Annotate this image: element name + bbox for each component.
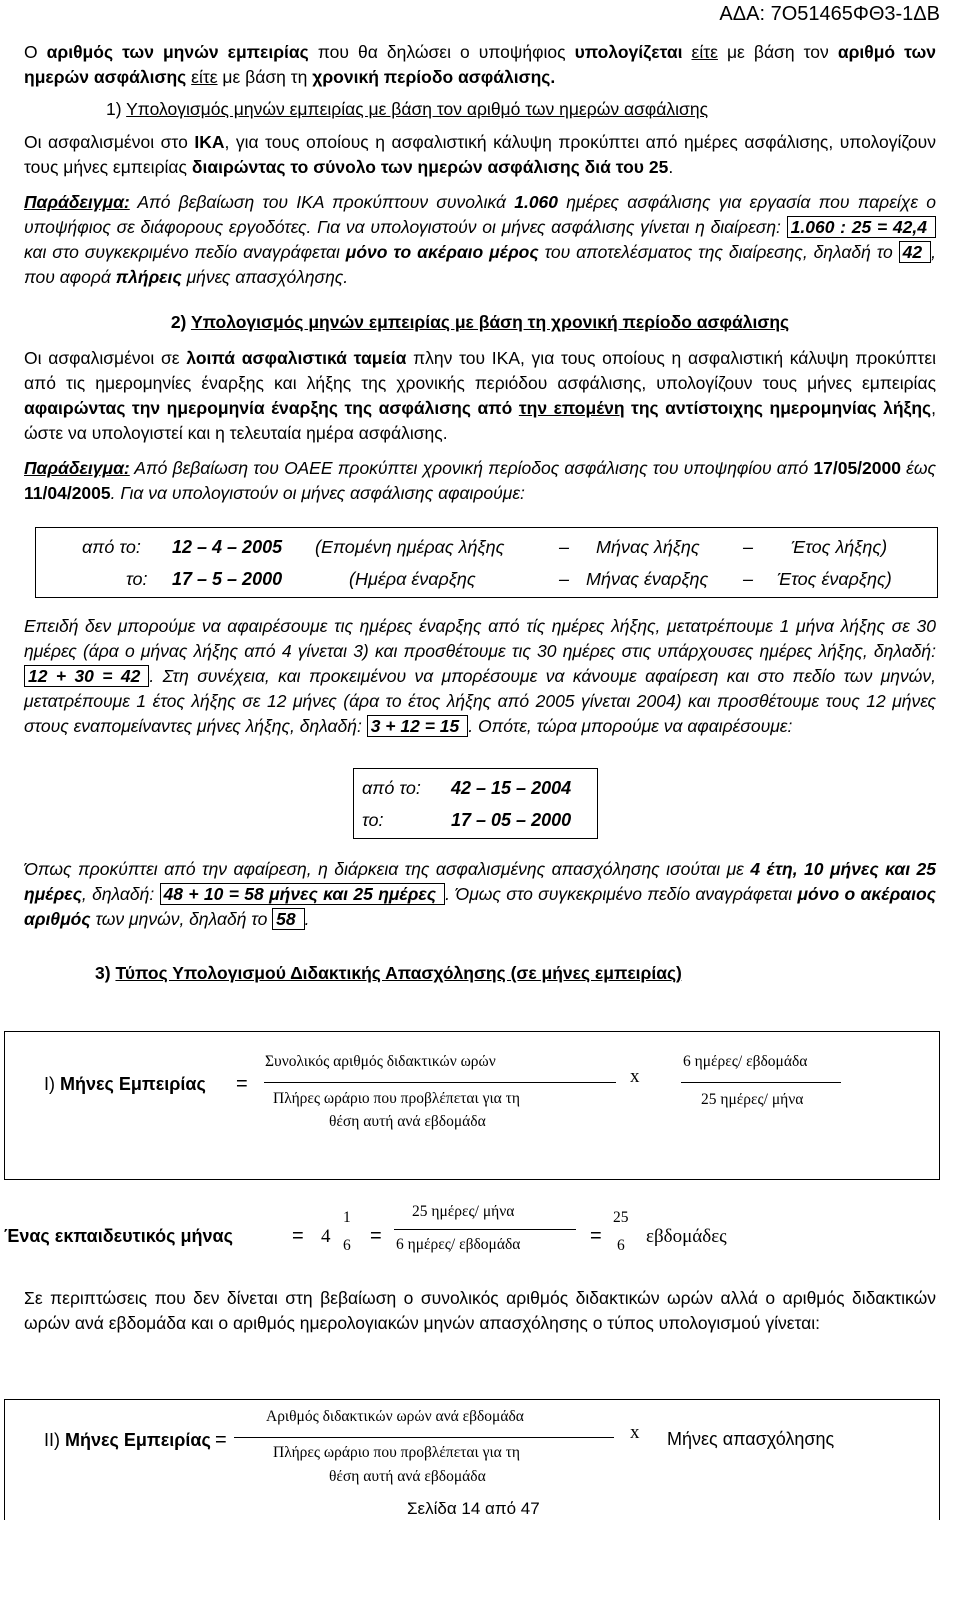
section3-paragraph: Σε περιπτώσεις που δεν δίνεται στη βεβαίωση ο συνολικός αριθμός διδακτικών ωρών αλλά ο αριθμός διδακτικών ωρών ανά εβδομάδα και ο αριθμός ημερολογιακών μηνών απασχόλησης ο τύπος υπολογισμού γίνεται: xyxy=(24,1288,936,1333)
section3-heading: 3) Τύπος Υπολογισμού Διδακτικής Απασχόλησης (σε μήνες εμπειρίας) xyxy=(95,963,682,983)
page-number: Σελίδα 14 από 47 xyxy=(407,1499,540,1518)
formula-2-box: ΙΙ) Μήνες Εμπειρίας = Αριθμός διδακτικών ωρών ανά εβδομάδα Πλήρες ωράριο που προβλέπεται για τη θέση αυτή ανά εβδομάδα x Μήνες απασχόλησης xyxy=(4,1399,940,1520)
subtraction-box-1: από το: 12 – 4 – 2005 (Επομένη ημέρας λήξης – Μήνας λήξης – Έτος λήξης) το: 17 – 5 – 2000 (Ημέρα έναρξης – Μήνας έναρξης – Έτος έναρξης) xyxy=(35,527,938,598)
document-page xyxy=(4,40,937,1520)
multiply-sign: x xyxy=(630,1422,640,1443)
formula-1-label: Ι) Μήνες Εμπειρίας xyxy=(44,1074,206,1094)
fraction-bar xyxy=(264,1082,616,1083)
section1-example: Παράδειγμα: Από βεβαίωση του ΙΚΑ προκύπτουν συνολικά 1.060 ημέρες ασφάλισης για εργασία που παρείχε ο υποψήφιος σε διάφορους εργοδότες. Για να υπολογιστούν οι μήνες ασφάλισης γίνεται η διαίρεση: 1.060 : 25 = 42,4 και στο συγκεκριμένο πεδίο αναγράφεται μόνο το ακέραιο μέρος του αποτελέσματος της διαίρεσης, δηλαδή το 42 , που αφορά πλήρεις μήνες απασχόλησης. xyxy=(24,192,936,287)
multiply-sign: x xyxy=(630,1066,640,1087)
final-months-box: 58 xyxy=(272,908,304,930)
section1-paragraph: Οι ασφαλισμένοι στο ΙΚΑ, για τους οποίους η ασφαλιστική κάλυψη προκύπτει από ημέρες ασφάλισης, υπολογίζουν τους μήνες εμπειρίας διαιρώντας το σύνολο των ημερών ασφάλισης διά του 25. xyxy=(24,132,936,177)
total-months-box: 48 + 10 = 58 μήνες και 25 ημέρες xyxy=(160,883,446,905)
subtraction-box-2: από το: 42 – 15 – 2004 το: 17 – 05 – 2000 xyxy=(353,768,598,839)
result-box: 42 xyxy=(899,241,931,263)
months-box: 3 + 12 = 15 xyxy=(367,715,469,737)
ada-code: ΑΔΑ: 7Ο51465ΦΘ3-1ΔΒ xyxy=(719,3,940,25)
days-box: 12 + 30 = 42 xyxy=(24,665,149,687)
formula-1-numerator: Συνολικός αριθμός διδακτικών ωρών xyxy=(265,1053,496,1070)
section2-paragraph: Οι ασφαλισμένοι σε λοιπά ασφαλιστικά ταμεία πλην του ΙΚΑ, για τους οποίους η ασφαλιστική κάλυψη προκύπτει από τις ημερομηνίες έναρξης και λήξης της χρονικής περιόδου ασφάλισης, υπολογίζουν τους μήνες εμπειρίας αφαιρώντας την ημερομηνία έναρξης της ασφάλισης από την επομένη της αντίστοιχης ημερομηνίας λήξης, ώστε να υπολογιστεί και η τελευταία ημέρα ασφάλισης. xyxy=(24,348,937,443)
fraction-bar xyxy=(234,1437,614,1438)
fraction-bar xyxy=(394,1229,576,1230)
fraction-bar xyxy=(681,1082,841,1083)
teaching-month-formula: Ένας εκπαιδευτικός μήνας = 4 1 6 = 25 ημέρες/ μήνα 6 ημέρες/ εβδομάδα = 25 6 εβδομάδες xyxy=(4,1203,727,1254)
intro-paragraph: Ο αριθμός των μηνών εμπειρίας που θα δηλώσει ο υποψήφιος υπολογίζεται είτε με βάση τον αριθμό των ημερών ασφάλισης είτε με βάση τη χρονική περίοδο ασφάλισης. xyxy=(24,42,936,87)
section1-heading: 1) Υπολογισμός μηνών εμπειρίας με βάση τον αριθμό των ημερών ασφάλισης xyxy=(106,99,709,119)
section2-explanation: Επειδή δεν μπορούμε να αφαιρέσουμε τις ημέρες έναρξης από τίς ημέρες λήξης, μετατρέπουμε 1 μήνα λήξης σε 30 ημέρες (άρα ο μήνας λήξης από 4 γίνεται 3) και προσθέτουμε τις 30 ημέρες στις υπάρχουσες ημέρες λήξης, δηλαδή: 12 + 30 = 42 . Στη συνέχεια, και προκειμένου να μπορέσουμε να κάνουμε αφαίρεση και στο πεδίο των μηνών, μετατρέπουμε 1 έτος λήξης σε 12 μήνες (άρα το έτος λήξης από 2005 γίνεται 2004) και προσθέτουμε τους 12 μήνες στους εναπομείναντες μήνες λήξης, δηλαδή: 3 + 12 = 15 . Οπότε, τώρα μπορούμε να αφαιρέσουμε: xyxy=(24,616,936,736)
section2-heading: 2) Υπολογισμός μηνών εμπειρίας με βάση τη χρονική περίοδο ασφάλισης xyxy=(170,312,790,332)
section2-result: Όπως προκύπτει από την αφαίρεση, η διάρκεια της ασφαλισμένης απασχόλησης ισούται με 4 έτη, 10 μήνες και 25 ημέρες, δηλαδή: 48 + 10 = 58 μήνες και 25 ημέρες . Όμως στο συγκεκριμένο πεδίο αναγράφεται μόνο ο ακέραιος αριθμός των μηνών, δηλαδή το 58 . xyxy=(24,859,936,929)
division-box: 1.060 : 25 = 42,4 xyxy=(787,216,936,238)
section2-example: Παράδειγμα: Από βεβαίωση του ΟΑΕΕ προκύπτει χρονική περίοδος ασφάλισης του υποψηφίου από 17/05/2000 έως 11/04/2005. Για να υπολογιστούν οι μήνες ασφάλισης αφαιρούμε: xyxy=(24,458,937,503)
formula-2-label: ΙΙ) Μήνες Εμπειρίας xyxy=(44,1430,211,1450)
formula-1-box: Ι) Μήνες Εμπειρίας = Συνολικός αριθμός διδακτικών ωρών Πλήρες ωράριο που προβλέπεται για τη θέση αυτή ανά εβδομάδα x 6 ημέρες/ εβδομάδα 25 ημέρες/ μήνα xyxy=(4,1031,940,1180)
